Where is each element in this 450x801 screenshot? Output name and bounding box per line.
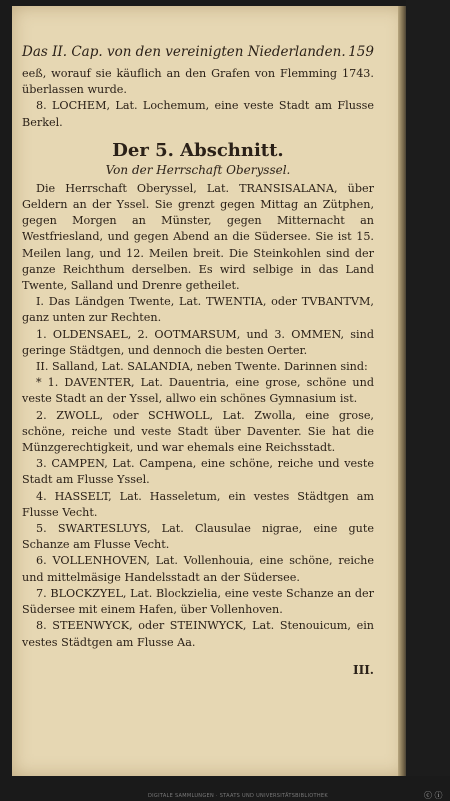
catchword: III. [352,662,374,677]
entry-lochem: 8. LOCHEM, Lat. Lochemum, eine veste Stadt am Flusse Berkel. [22,99,374,129]
section-title: Der 5. Abschnitt. [112,139,284,161]
entry-daventer: * 1. DAVENTER, Lat. Dauentria, eine grose, schöne und veste Stadt an der Yssel, allwo ein schönes Gymnasium ist. [22,376,374,406]
paragraph-intro: Die Herrschaft Oberyssel, Lat. TRANSISALANA, über Geldern an der Yssel. Sie grenzt gegen Mittag an Zütphen, gegen Morgen an Münster, gegen Mitternacht an Westfriesland, und gegen Abend an die Südersee. Sie ist 15. Meilen lang, und 12. Meilen breit. Die Steinkohlen sind der ganze Reichthum derselben. Es wird selbige in das Land Twente, Salland und Drenre getheilet. [22,181,374,293]
footer-credit: DIGITALE SAMMLUNGEN · STAATS UND UNIVERSITÄTSBIBLIOTHEK [148,793,328,799]
entry-swartesluys: 5. SWARTESLUYS, Lat. Clausulae nigrae, eine gute Schanze am Flusse Vecht. [22,522,374,552]
entry-vollenhoven: 6. VOLLENHOVEN, Lat. Vollenhouia, eine schöne, reiche und mittelmäsige Handelsstadt an der Südersee. [22,554,374,584]
running-title: Das II. Cap. von den vereinigten Niederlanden. [22,44,346,60]
paragraph-salland: II. Salland, Lat. SALANDIA, neben Twente. Darinnen sind: [36,360,368,374]
paragraph-towns-twente: 1. OLDENSAEL, 2. OOTMARSUM, und 3. OMMEN, sind geringe Städtgen, und dennoch die besten Oerter. [22,327,374,357]
paragraph-continued: eeß, worauf sie käuflich an den Grafen von Flemming 1743. überlassen wurde. [22,67,374,97]
paragraph-twente: I. Das Ländgen Twente, Lat. TWENTIA, oder TVBANTVM, ganz unten zur Rechten. [22,295,374,325]
page-text [22,10,374,677]
footer-icons[interactable] [424,790,443,801]
entry-zwoll: 2. ZWOLL, oder SCHWOLL, Lat. Zwolla, eine grose, schöne, reiche und veste Stadt über Daventer. Sie hat die Münzgerechtigkeit, und war ehemals eine Reichsstadt. [22,408,374,455]
page-number: 159 [348,44,374,60]
cc-icon[interactable]: ⓒ [424,791,432,800]
entry-hasselt: 4. HASSELT, Lat. Hasseletum, ein vestes Städtgen am Flusse Vecht. [22,489,374,519]
attribution-icon[interactable]: ⓘ [434,791,443,800]
binding-shadow [406,0,450,800]
entry-campen: 3. CAMPEN, Lat. Campena, eine schöne, reiche und veste Stadt am Flusse Yssel. [22,457,374,487]
entry-steenwyck: 8. STEENWYCK, oder STEINWYCK, Lat. Stenouicum, ein vestes Städtgen am Flusse Aa. [22,619,374,649]
running-header [22,10,374,66]
section-subtitle: Von der Herrschaft Oberyssel. [105,162,291,177]
entry-blockzyel: 7. BLOCKZYEL, Lat. Blockzielia, eine veste Schanze an der Südersee mit einem Hafen, über Vollenhoven. [22,586,374,617]
